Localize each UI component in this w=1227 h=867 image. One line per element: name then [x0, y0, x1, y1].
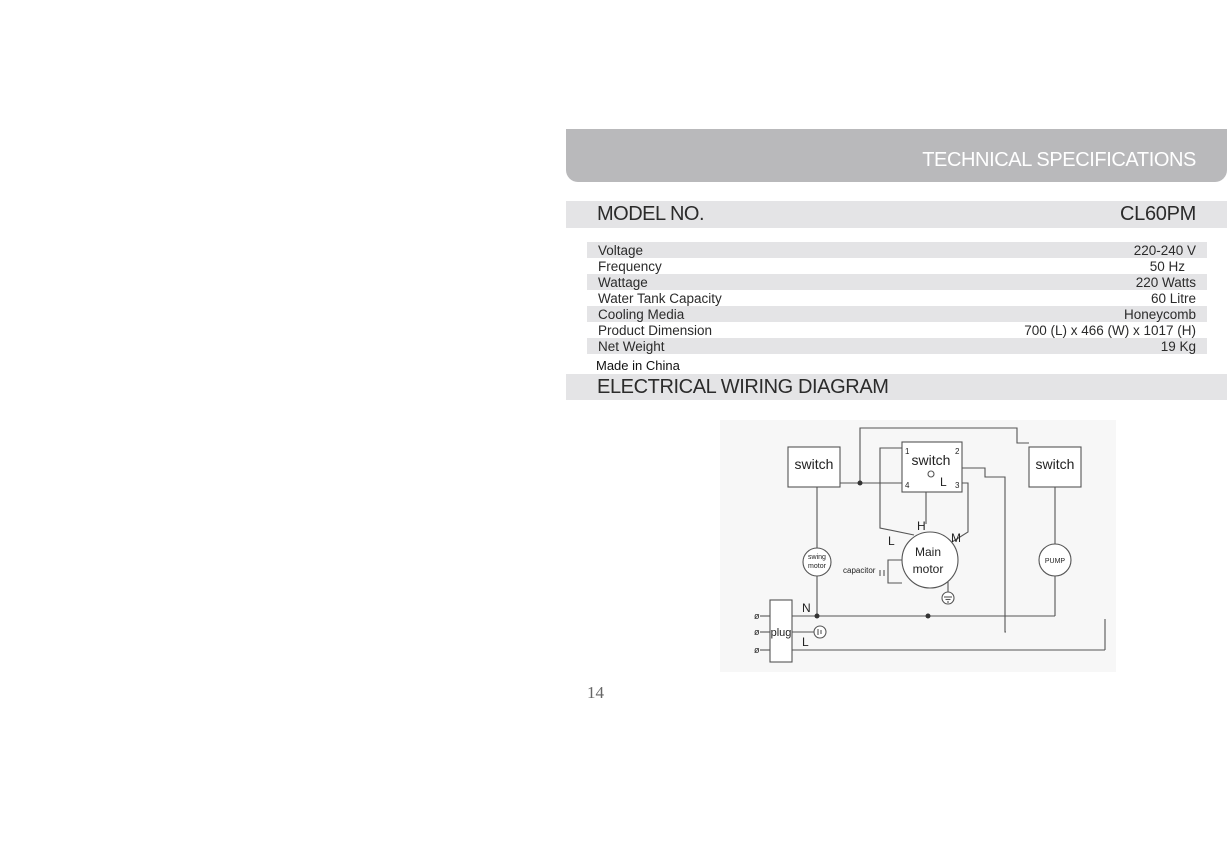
terminal-icon: ø: [754, 611, 760, 621]
model-number-label: MODEL NO.: [597, 203, 704, 225]
spec-row-wattage: [587, 274, 1207, 290]
terminal-icon: ø: [754, 645, 760, 655]
model-number-bar: [566, 201, 1227, 228]
spec-label: Voltage: [598, 243, 644, 258]
spec-label: Cooling Media: [598, 307, 685, 322]
live-label: L: [802, 635, 809, 649]
spec-row-frequency: [587, 258, 1207, 274]
motor-medium-label: M: [951, 531, 961, 545]
junction-node: [926, 614, 931, 619]
spec-value: 220-240 V: [1133, 243, 1196, 258]
spec-label: Frequency: [598, 259, 662, 274]
motor-low-label: L: [888, 534, 895, 548]
page-title: TECHNICAL SPECIFICATIONS: [922, 149, 1196, 171]
switch-center-label: switch: [911, 452, 951, 468]
earth-icon: [814, 626, 826, 638]
capacitor-label: capacitor: [843, 566, 876, 575]
terminal-icon: ø: [754, 627, 760, 637]
spec-row-water-tank: [587, 290, 1207, 306]
switch-left-label: switch: [794, 456, 834, 472]
terminal-1-label: 1: [905, 447, 910, 456]
spec-value: Honeycomb: [1123, 307, 1196, 322]
spec-table: [587, 242, 1207, 354]
title-bar: [566, 129, 1227, 182]
wiring-diagram: [720, 420, 1116, 672]
main-motor: [902, 532, 958, 588]
spec-value: 60 Litre: [1150, 291, 1196, 306]
spec-row-net-weight: [587, 338, 1207, 354]
spec-label: Wattage: [598, 275, 648, 290]
spec-value: 220 Watts: [1135, 275, 1196, 290]
page-number: 14: [587, 683, 604, 702]
spec-value: 19 Kg: [1160, 339, 1196, 354]
pump-label: PUMP: [1044, 558, 1066, 565]
swing-motor-label-2: motor: [808, 563, 826, 570]
junction-node: [858, 481, 863, 486]
plug-label: plug: [770, 627, 792, 639]
swing-motor-label-1: swing: [808, 554, 826, 561]
spec-value: 700 (L) x 466 (W) x 1017 (H): [1024, 323, 1196, 338]
main-motor-label-1: Main: [914, 545, 942, 559]
spec-row-cooling-media: [587, 306, 1207, 322]
switch-low-label: L: [940, 475, 947, 489]
spec-label: Water Tank Capacity: [598, 291, 722, 306]
spec-label: Net Weight: [598, 339, 665, 354]
main-motor-label-2: motor: [912, 562, 944, 576]
spec-label: Product Dimension: [598, 323, 713, 338]
terminal-2-label: 2: [955, 447, 960, 456]
terminal-4-label: 4: [905, 481, 910, 490]
wiring-heading-bar: [566, 374, 1227, 400]
switch-right-label: switch: [1035, 456, 1075, 472]
motor-high-label: H: [917, 519, 926, 533]
spec-row-voltage: [587, 242, 1207, 258]
wiring-heading: ELECTRICAL WIRING DIAGRAM: [597, 376, 889, 398]
neutral-label: N: [802, 601, 811, 615]
spec-row-dimension: [587, 322, 1207, 338]
terminal-3-label: 3: [955, 481, 960, 490]
swing-motor: [803, 548, 831, 576]
model-number-value: CL60PM: [1119, 203, 1196, 225]
spec-value: 50 Hz: [1149, 259, 1185, 274]
junction-node: [815, 614, 820, 619]
country-of-origin: Made in China: [596, 358, 680, 373]
